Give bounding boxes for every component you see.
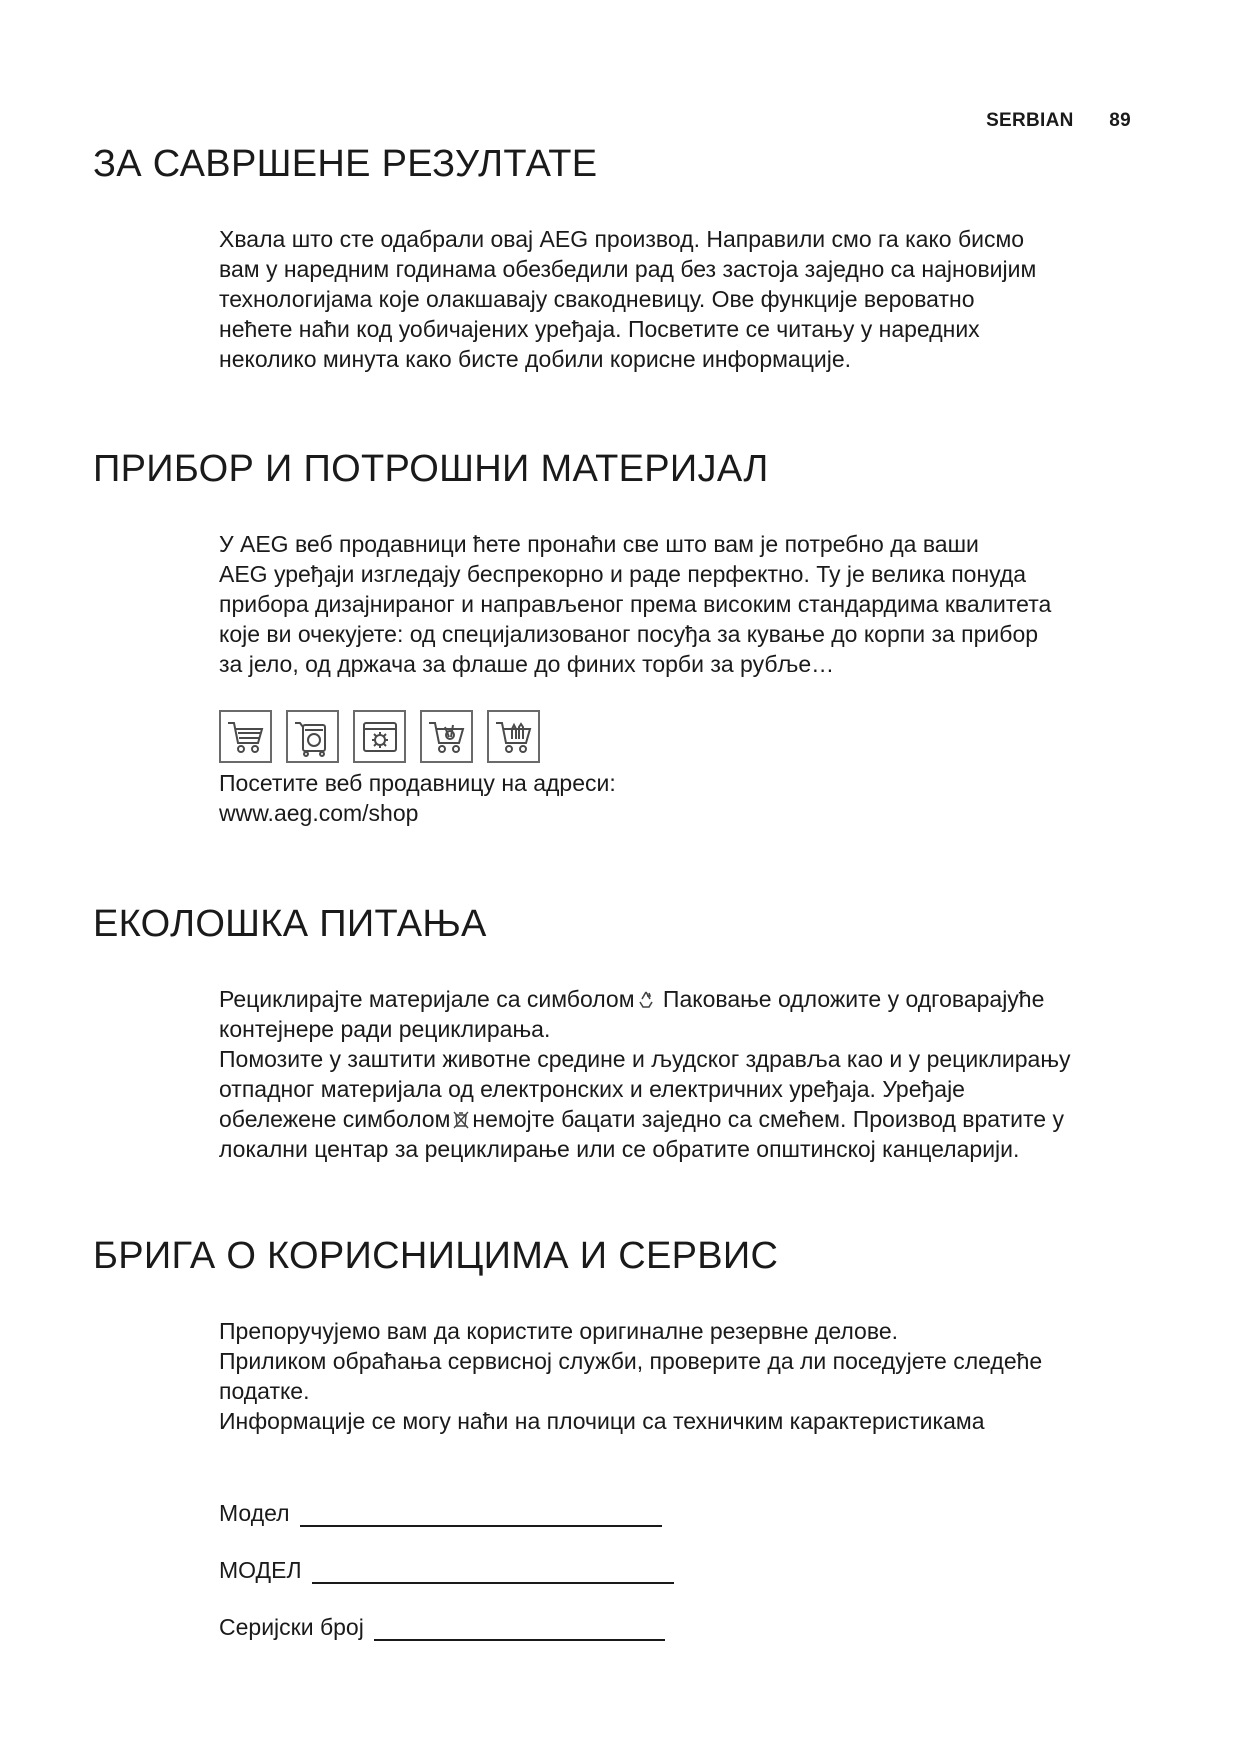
text-line: отпадног материјала од електронских и електричних уређаја. Уређаје [219, 1076, 965, 1102]
cart-bottles-icon [487, 710, 540, 763]
serial-number-field[interactable] [374, 1615, 665, 1641]
section-body-accessories [219, 529, 1149, 679]
text-line: Приликом обраћања сервисној служби, проверите да ли поседујете следеће [219, 1348, 1043, 1374]
section-title-environment: ЕКОЛОШКА ПИТАЊА [93, 903, 487, 945]
shop-icons-row [219, 710, 540, 763]
section-title-customer-care: БРИГА О КОРИСНИЦИМА И СЕРВИС [93, 1235, 779, 1277]
text-line: Информације се могу наћи на плочици са техничким карактеристикама [219, 1408, 985, 1434]
text-line: Препоручујемо вам да користите оригиналне резервне делове. [219, 1318, 898, 1344]
section-title-results: ЗА САВРШЕНЕ РЕЗУЛТАТЕ [93, 143, 598, 185]
text-line: контејнере ради рециклирања. [219, 1016, 551, 1042]
text-line: AEG уређаји изгледају беспрекорно и раде перфектно. Ту је велика понуда [219, 561, 1027, 587]
cart-tools-icon [420, 710, 473, 763]
cart-icon [219, 710, 272, 763]
text-line: прибора дизајнираног и направљеног према високим стандардима квалитета [219, 591, 1052, 617]
model-caps-field[interactable] [312, 1558, 674, 1584]
text-line: технологијама које олакшавају свакодневицу. Ове функције вероватно [219, 286, 975, 312]
section-title-accessories: ПРИБОР И ПОТРОШНИ МАТЕРИЈАЛ [93, 448, 769, 490]
form-label: Модел [219, 1500, 290, 1526]
shop-visit-text [219, 768, 1149, 828]
text-segment: немојте бацати заједно са смећем. Производ вратите у [472, 1106, 1064, 1132]
text-line: Помозите у заштити животне средине и људског здравља као и у рециклирању [219, 1046, 1071, 1072]
page-number: 89 [1109, 110, 1131, 131]
shop-url-link[interactable]: www.aeg.com/shop [219, 800, 419, 826]
text-line: локални центар за рециклирање или се обратите општинској канцеларији. [219, 1136, 1020, 1162]
text-line: У AEG веб продавници ћете пронаћи све што вам је потребно да ваши [219, 531, 979, 557]
text-segment: обележене симболом [219, 1106, 451, 1132]
text-line: податке. [219, 1378, 310, 1404]
text-line: за јело, од држача за флаше до финих торби за рубље… [219, 651, 835, 677]
language-label: SERBIAN [986, 110, 1074, 131]
crossed-bin-icon [452, 1107, 470, 1127]
text-segment: Рециклирајте материјале са симболом [219, 986, 635, 1012]
page-header [986, 110, 1131, 132]
text-line [219, 1104, 1149, 1134]
text-line [219, 984, 1149, 1014]
section-body-customer-care [219, 1316, 1149, 1436]
form-label: МОДЕЛ [219, 1557, 302, 1583]
visit-line: Посетите веб продавницу на адреси: [219, 770, 616, 796]
text-line: Хвала што сте одабрали овај AEG производ. Направили смо га како бисмо [219, 226, 1025, 252]
cart-washer-icon [286, 710, 339, 763]
text-line: неколико минута како бисте добили корисне информације. [219, 346, 852, 372]
form-row-serial [219, 1614, 665, 1641]
recycle-icon [637, 987, 655, 1007]
section-body-results [219, 224, 1149, 374]
text-line: вам у наредним годинама обезбедили рад без застоја заједно са најновијим [219, 256, 1037, 282]
form-row-model-caps [219, 1557, 674, 1584]
cart-gear-icon [353, 710, 406, 763]
form-row-model [219, 1500, 662, 1527]
section-body-environment [219, 984, 1149, 1164]
form-label: Серијски број [219, 1614, 364, 1640]
text-line: које ви очекујете: од специјализованог посуђа за кување до корпи за прибор [219, 621, 1039, 647]
text-line: нећете наћи код уобичајених уређаја. Посветите се читању у наредних [219, 316, 980, 342]
text-segment: Паковање одложите у одговарајуће [656, 986, 1045, 1012]
model-field[interactable] [300, 1501, 662, 1527]
